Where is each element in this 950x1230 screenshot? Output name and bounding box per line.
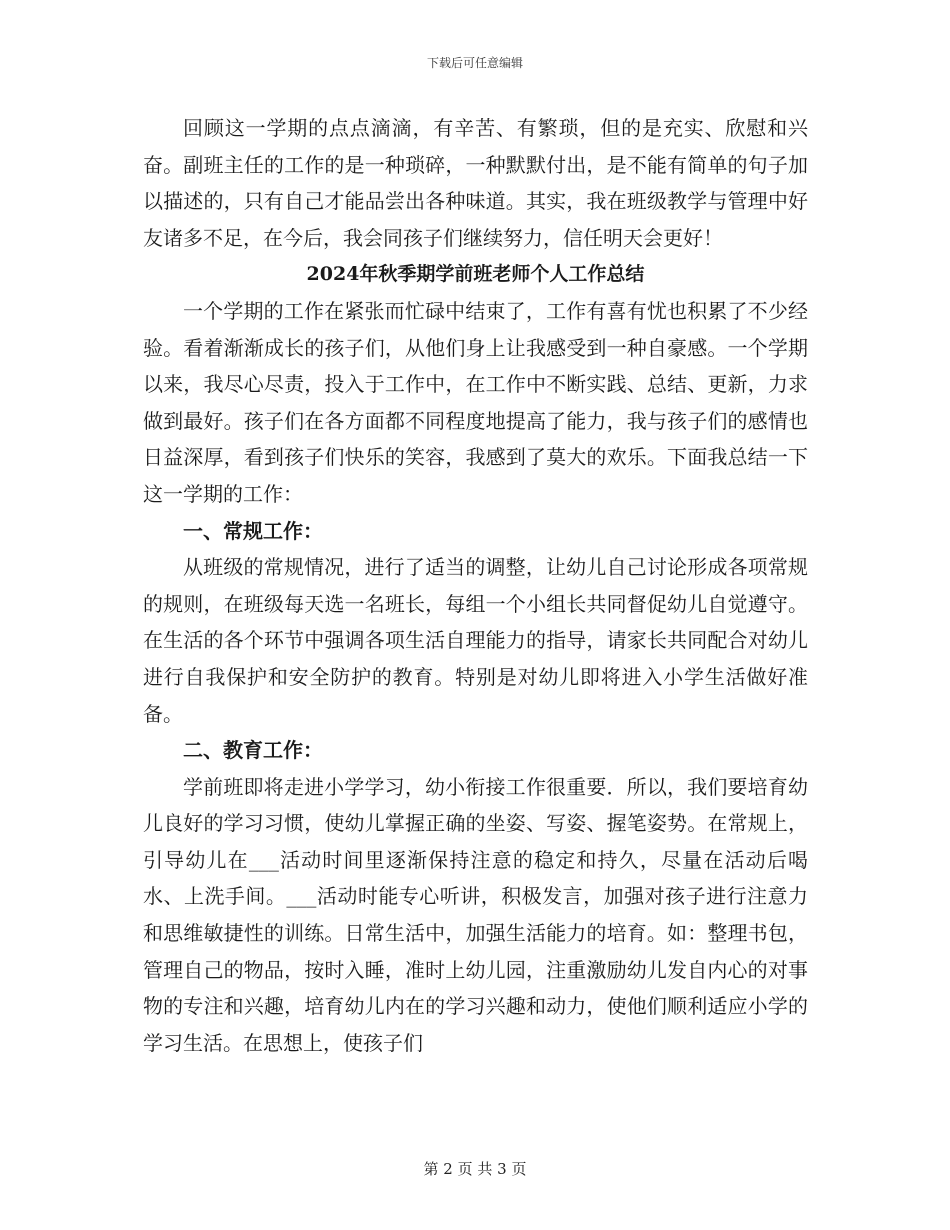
summary-paragraph: 一个学期的工作在紧张而忙碌中结束了，工作有喜有忧也积累了不少经验。看着渐渐成长的孩子们，从他们身上让我感受到一种自豪感。一个学期以来，我尽心尽责，投入于工作中，在工作中不断实践、总结、更新，力求做到最好。孩子们在各方面都不同程度地提高了能力，我与孩子们的感情也日益深厚，看到孩子们快乐的笑容，我感到了莫大的欢乐。下面我总结一下这一学期的工作： bbox=[143, 298, 808, 506]
education-work-paragraph: 学前班即将走进小学学习，幼小衔接工作很重要．所以，我们要培育幼儿良好的学习习惯，使幼儿掌握正确的坐姿、写姿、握笔姿势。在常规上，引导幼儿在___活动时间里逐渐保持注意的稳定和持久，尽量在活动后喝水、上洗手间。___活动时能专心听讲，积极发言，加强对孩子进行注意力和思维敏捷性的训练。日常生活中，加强生活能力的培育。如：整理书包，管理自己的物品，按时入睡，准时上幼儿园，注重激励幼儿发自内心的对事物的专注和兴趣，培育幼儿内在的学习兴趣和动力，使他们顺利适应小学的学习生活。在思想上，使孩子们 bbox=[143, 774, 808, 1055]
document-title: 2024年秋季期学前班老师个人工作总结 bbox=[306, 263, 645, 286]
section-heading-routine-work: 一、常规工作： bbox=[183, 518, 323, 543]
page-number: 第 2 页 共 3 页 bbox=[423, 1160, 527, 1178]
routine-work-paragraph: 从班级的常规情况，进行了适当的调整，让幼儿自己讨论形成各项常规的规则，在班级每天选一名班长，每组一个小组长共同督促幼儿自觉遵守。在生活的各个环节中强调各项生活自理能力的指导，请家长共同配合对幼儿进行自我保护和安全防护的教育。特别是对幼儿即将进入小学生活做好准备。 bbox=[143, 555, 808, 726]
intro-paragraph: 回顾这一学期的点点滴滴，有辛苦、有繁琐，但的是充实、欣慰和兴奋。副班主任的工作的是一种琐碎，一种默默付出，是不能有简单的句子加以描述的，只有自己才能品尝出各种味道。其实，我在班级教学与管理中好友诸多不足，在今后，我会同孩子们继续努力，信任明天会更好！ bbox=[143, 116, 808, 250]
document-body bbox=[143, 110, 808, 1061]
section-heading-education-work: 二、教育工作： bbox=[183, 738, 323, 763]
page-header-note: 下载后可任意编辑 bbox=[426, 56, 523, 70]
